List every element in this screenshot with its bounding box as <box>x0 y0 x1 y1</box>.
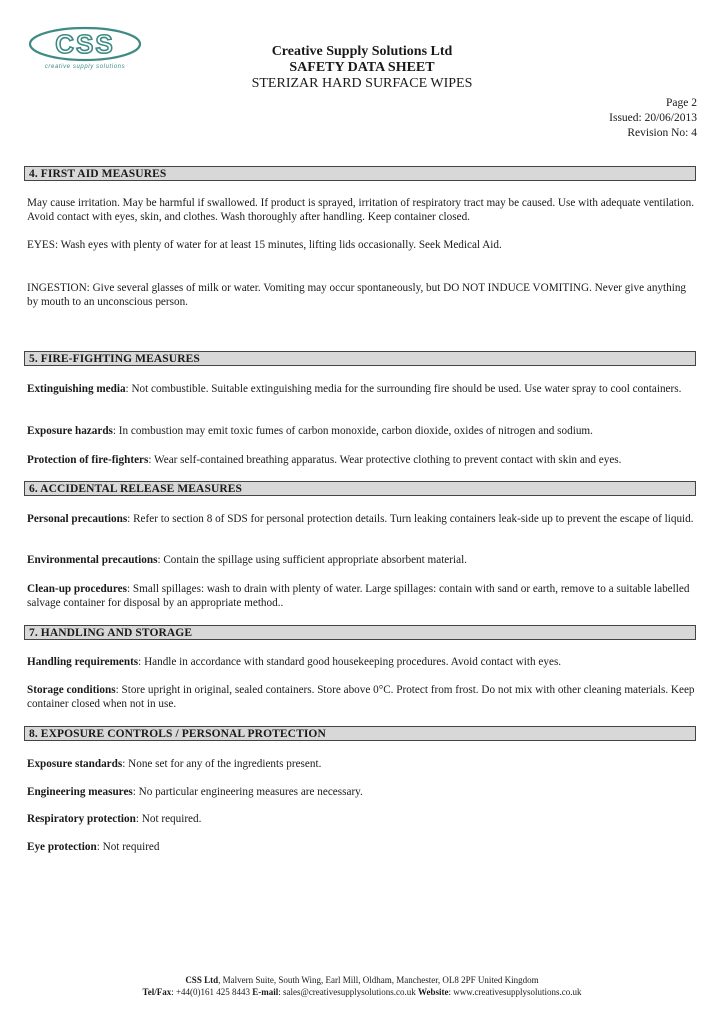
eye-protection <box>27 840 699 854</box>
exposure-hazards-label: Exposure hazards <box>27 425 113 437</box>
extinguishing-media-text: : Not combustible. Suitable extinguishing media for the surrounding fire should be used. Use water spray to cool containers. <box>125 383 682 395</box>
first-aid-eyes: EYES: Wash eyes with plenty of water for at least 15 minutes, lifting lids occasionally. Seek Medical Aid. <box>27 239 502 251</box>
engineering-measures <box>27 785 699 799</box>
exposure-standards-text: : None set for any of the ingredients present. <box>122 758 322 770</box>
section-6-header <box>24 481 696 496</box>
footer-address <box>0 974 724 986</box>
section-7-title: 7. HANDLING AND STORAGE <box>29 627 193 639</box>
extinguishing-media <box>27 382 699 396</box>
company-name: Creative Supply Solutions Ltd <box>271 44 453 59</box>
logo-text: CSS <box>55 29 115 59</box>
section-5-title: 5. FIRE-FIGHTING MEASURES <box>29 353 200 365</box>
engineering-measures-text: : No particular engineering measures are necessary. <box>132 786 363 798</box>
footer-email[interactable]: : sales@creativesupplysolutions.co.uk <box>278 987 419 997</box>
page-number: Page 2 <box>666 97 697 109</box>
environmental-precautions-text: : Contain the spillage using sufficient appropriate absorbent material. <box>157 554 467 566</box>
handling-requirements-label: Handling requirements <box>27 656 139 668</box>
personal-precautions <box>27 512 699 526</box>
exposure-hazards-text: : In combustion may emit toxic fumes of carbon monoxide, carbon dioxide, oxides of nitrogen and sodium. <box>112 425 593 437</box>
issued-date: Issued: 20/06/2013 <box>609 112 697 124</box>
footer-email-label: E-mail <box>252 987 279 997</box>
exposure-hazards <box>27 424 699 438</box>
footer-tel: : +44(0)161 425 8443 <box>171 987 253 997</box>
fire-fighter-protection <box>27 453 699 467</box>
exposure-standards <box>27 757 699 771</box>
storage-conditions-text: : Store upright in original, sealed containers. Store above 0°C. Protect from frost. Do not mix with other cleaning materials. Keep container closed when not in use. <box>27 684 695 710</box>
logo-tagline: creative supply solutions <box>44 64 126 70</box>
storage-conditions-label: Storage conditions <box>27 684 116 696</box>
environmental-precautions-label: Environmental precautions <box>27 554 158 566</box>
clean-up-procedures-label: Clean-up procedures <box>27 583 127 595</box>
section-4-header <box>24 166 696 181</box>
product-name: STERIZAR HARD SURFACE WIPES <box>251 76 473 91</box>
respiratory-protection-text: : Not required. <box>135 813 202 825</box>
storage-conditions <box>27 683 699 711</box>
footer-address-text: , Malvern Suite, South Wing, Earl Mill, Oldham, Manchester, OL8 2PF United Kingdom <box>218 975 539 985</box>
first-aid-ingestion: INGESTION: Give several glasses of milk or water. Vomiting may occur spontaneously, but DO NOT INDUCE VOMITING. Never give anything by mouth to an unconscious person. <box>27 282 687 308</box>
section-4-title: 4. FIRST AID MEASURES <box>29 168 167 180</box>
footer-tel-label: Tel/Fax <box>142 987 172 997</box>
respiratory-protection <box>27 812 699 826</box>
footer-contact <box>0 986 724 998</box>
personal-precautions-label: Personal precautions <box>27 513 128 525</box>
section-8-header <box>24 726 696 741</box>
document-title: SAFETY DATA SHEET <box>289 60 435 75</box>
section-6-title: 6. ACCIDENTAL RELEASE MEASURES <box>29 483 243 495</box>
fire-fighter-protection-label: Protection of fire-fighters <box>27 454 149 466</box>
handling-requirements-text: : Handle in accordance with standard good housekeeping procedures. Avoid contact with eyes. <box>138 656 562 668</box>
personal-precautions-text: : Refer to section 8 of SDS for personal protection details. Turn leaking containers leak-side up to prevent the escape of liquid. <box>127 513 694 525</box>
clean-up-procedures-text: : Small spillages: wash to drain with plenty of water. Large spillages: contain with sand or earth, remove to a suitable labelled salvage container for disposal by an appropriate method.. <box>27 583 690 609</box>
environmental-precautions <box>27 553 699 567</box>
footer-website[interactable]: : www.creativesupplysolutions.co.uk <box>448 987 582 997</box>
respiratory-protection-label: Respiratory protection <box>27 813 136 825</box>
engineering-measures-label: Engineering measures <box>27 786 133 798</box>
eye-protection-label: Eye protection <box>27 841 97 853</box>
section-7-header <box>24 625 696 640</box>
clean-up-procedures <box>27 582 699 610</box>
section-5-header <box>24 351 696 366</box>
section-8-title: 8. EXPOSURE CONTROLS / PERSONAL PROTECTION <box>29 728 326 740</box>
revision-number: Revision No: 4 <box>627 127 697 139</box>
fire-fighter-protection-text: : Wear self-contained breathing apparatus. Wear protective clothing to prevent contact with skin and eyes. <box>148 454 622 466</box>
footer-company: CSS Ltd <box>185 975 219 985</box>
extinguishing-media-label: Extinguishing media <box>27 383 126 395</box>
document-meta <box>609 96 697 141</box>
footer-website-label: Website <box>418 987 449 997</box>
exposure-standards-label: Exposure standards <box>27 758 123 770</box>
first-aid-general: May cause irritation. May be harmful if swallowed. If product is sprayed, irritation of respiratory tract may be caused. Use with adequate ventilation. Avoid contact with eyes, skin, and clothes. Wash thoroughly after handling. Keep container closed. <box>27 197 694 223</box>
handling-requirements <box>27 655 699 669</box>
eye-protection-text: : Not required <box>96 841 160 853</box>
